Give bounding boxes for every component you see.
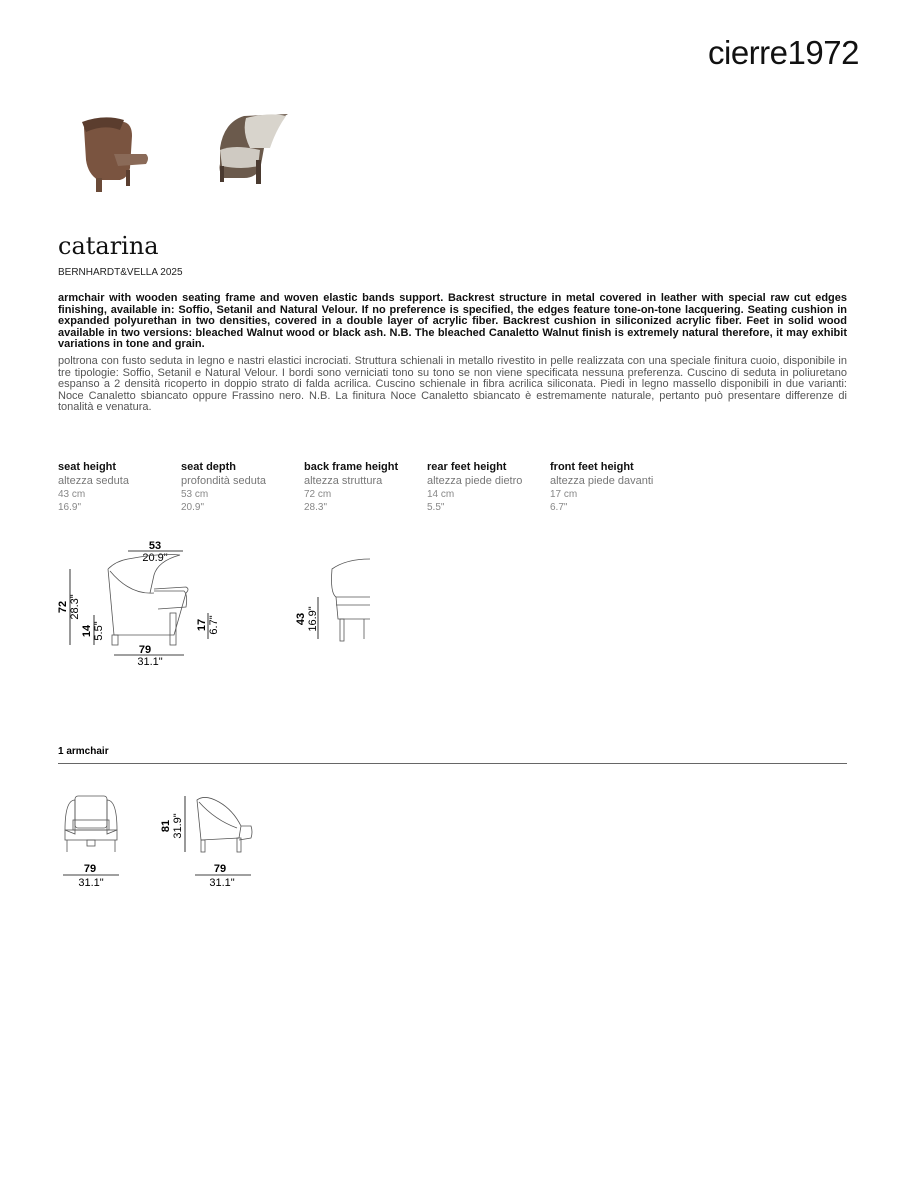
dimension-label-en: front feet height: [550, 461, 634, 473]
dimension-cm: 53 cm: [181, 489, 209, 500]
width-cm-label: 79: [138, 644, 152, 656]
front-view-outline: [65, 796, 117, 852]
section-divider: [58, 763, 847, 764]
seat-cm-label: 43: [295, 612, 307, 626]
dimension-label-it: altezza struttura: [304, 475, 383, 487]
section-label: 1 armchair: [58, 746, 109, 757]
rear-in-label: 5.5": [93, 621, 105, 641]
seat-height-outline: [332, 559, 371, 641]
dimension-label-en: rear feet height: [427, 461, 507, 473]
side-section-drawing: [50, 535, 390, 670]
dimension-label-it: altezza piede dietro: [427, 475, 523, 487]
dimension-inch: 28.3": [304, 502, 328, 513]
dimension-label-it: profondità seduta: [181, 475, 267, 487]
dimension-label-it: altezza piede davanti: [550, 475, 654, 487]
dimension-back-frame-height: [304, 461, 424, 513]
brand-logo: cierre1972: [708, 34, 859, 71]
photo-leather-armchair: [82, 117, 148, 192]
side-width-cm: 79: [213, 863, 227, 875]
dimension-cm: 17 cm: [550, 489, 578, 500]
front-width-cm: 79: [83, 863, 97, 875]
dimension-label-en: back frame height: [304, 461, 399, 473]
seat-in-label: 16.9": [307, 606, 319, 632]
front-cm-label: 17: [196, 618, 208, 632]
front-width-in: 31.1": [78, 877, 104, 889]
description-italian: poltrona con fusto seduta in legno e nastri elastici incrociati. Struttura schienali in metallo rivestito in pelle realizzata con una speciale finitura cuoio, disponibile in tre tipologie: Soffio, Setanil e Natural Velour. I bordi sono verniciati tono su tono se non viene specificata nessuna preferenza. Cuscino di seduta in poliuretano espanso a 2 densità ricoperto in doppio strato di falda acrilica. Cuscino schienale in fibra acrilica siliconata. Piedi in legno massello disponibili in due varianti: Noce Canaletto sbiancato oppure Frassino nero. N.B. La finitura Noce Canaletto sbiancato è estremamente naturale, pertanto può presentare differenze di tonalità e venatura.: [58, 355, 847, 413]
product-photos: [74, 108, 324, 200]
dimension-inch: 20.9": [181, 502, 205, 513]
depth-in-label: 20.9": [142, 552, 168, 564]
frame-in-label: 28.3": [69, 594, 81, 620]
rear-cm-label: 14: [81, 624, 93, 638]
dimension-label-en: seat depth: [181, 461, 237, 473]
dimension-label-en: seat height: [58, 461, 117, 473]
depth-cm-label: 53: [148, 540, 162, 552]
dimension-rear-feet-height: [427, 461, 547, 513]
side-view-outline: [197, 797, 252, 852]
product-title: catarina: [58, 232, 159, 260]
height-cm-label: 81: [160, 819, 172, 833]
dimension-front-feet-height: [550, 461, 670, 513]
height-in-label: 31.9": [172, 813, 184, 839]
chair-side-outline: [108, 555, 188, 646]
armchair-views: [55, 790, 265, 890]
frame-cm-label: 72: [57, 600, 69, 614]
dimension-cm: 14 cm: [427, 489, 455, 500]
front-in-label: 6.7": [208, 615, 220, 635]
dimension-seat-depth: [181, 461, 301, 513]
width-in-label: 31.1": [137, 656, 163, 668]
dimension-inch: 5.5": [427, 502, 445, 513]
dimension-label-it: altezza seduta: [58, 475, 129, 487]
dimension-cm: 72 cm: [304, 489, 332, 500]
dimension-inch: 16.9": [58, 502, 82, 513]
dimension-seat-height: [58, 461, 178, 513]
description-english: armchair with wooden seating frame and woven elastic bands support. Backrest structure in metal covered in leather with special raw cut edges finishing, available in: Soffio, Setanil and Natural Velour. If no preference is specified, the edges feature tone-on-tone lacquering. Seating cushion in expanded polyurethan in two densities, covered in a double layer of acrylic fiber. Backrest cushion in siliconized acrylic fiber. Feet in solid wood available in two versions: bleached Walnut wood or black ash. N.B. The bleached Canaletto Walnut finish is extremely natural therefore, it may exhibit variations in tone and grain.: [58, 292, 847, 350]
side-width-in: 31.1": [209, 877, 235, 889]
dimension-inch: 6.7": [550, 502, 568, 513]
photo-fabric-armchair: [220, 114, 289, 184]
dimension-cm: 43 cm: [58, 489, 86, 500]
designer-credit: BERNHARDT&VELLA 2025: [58, 267, 183, 278]
